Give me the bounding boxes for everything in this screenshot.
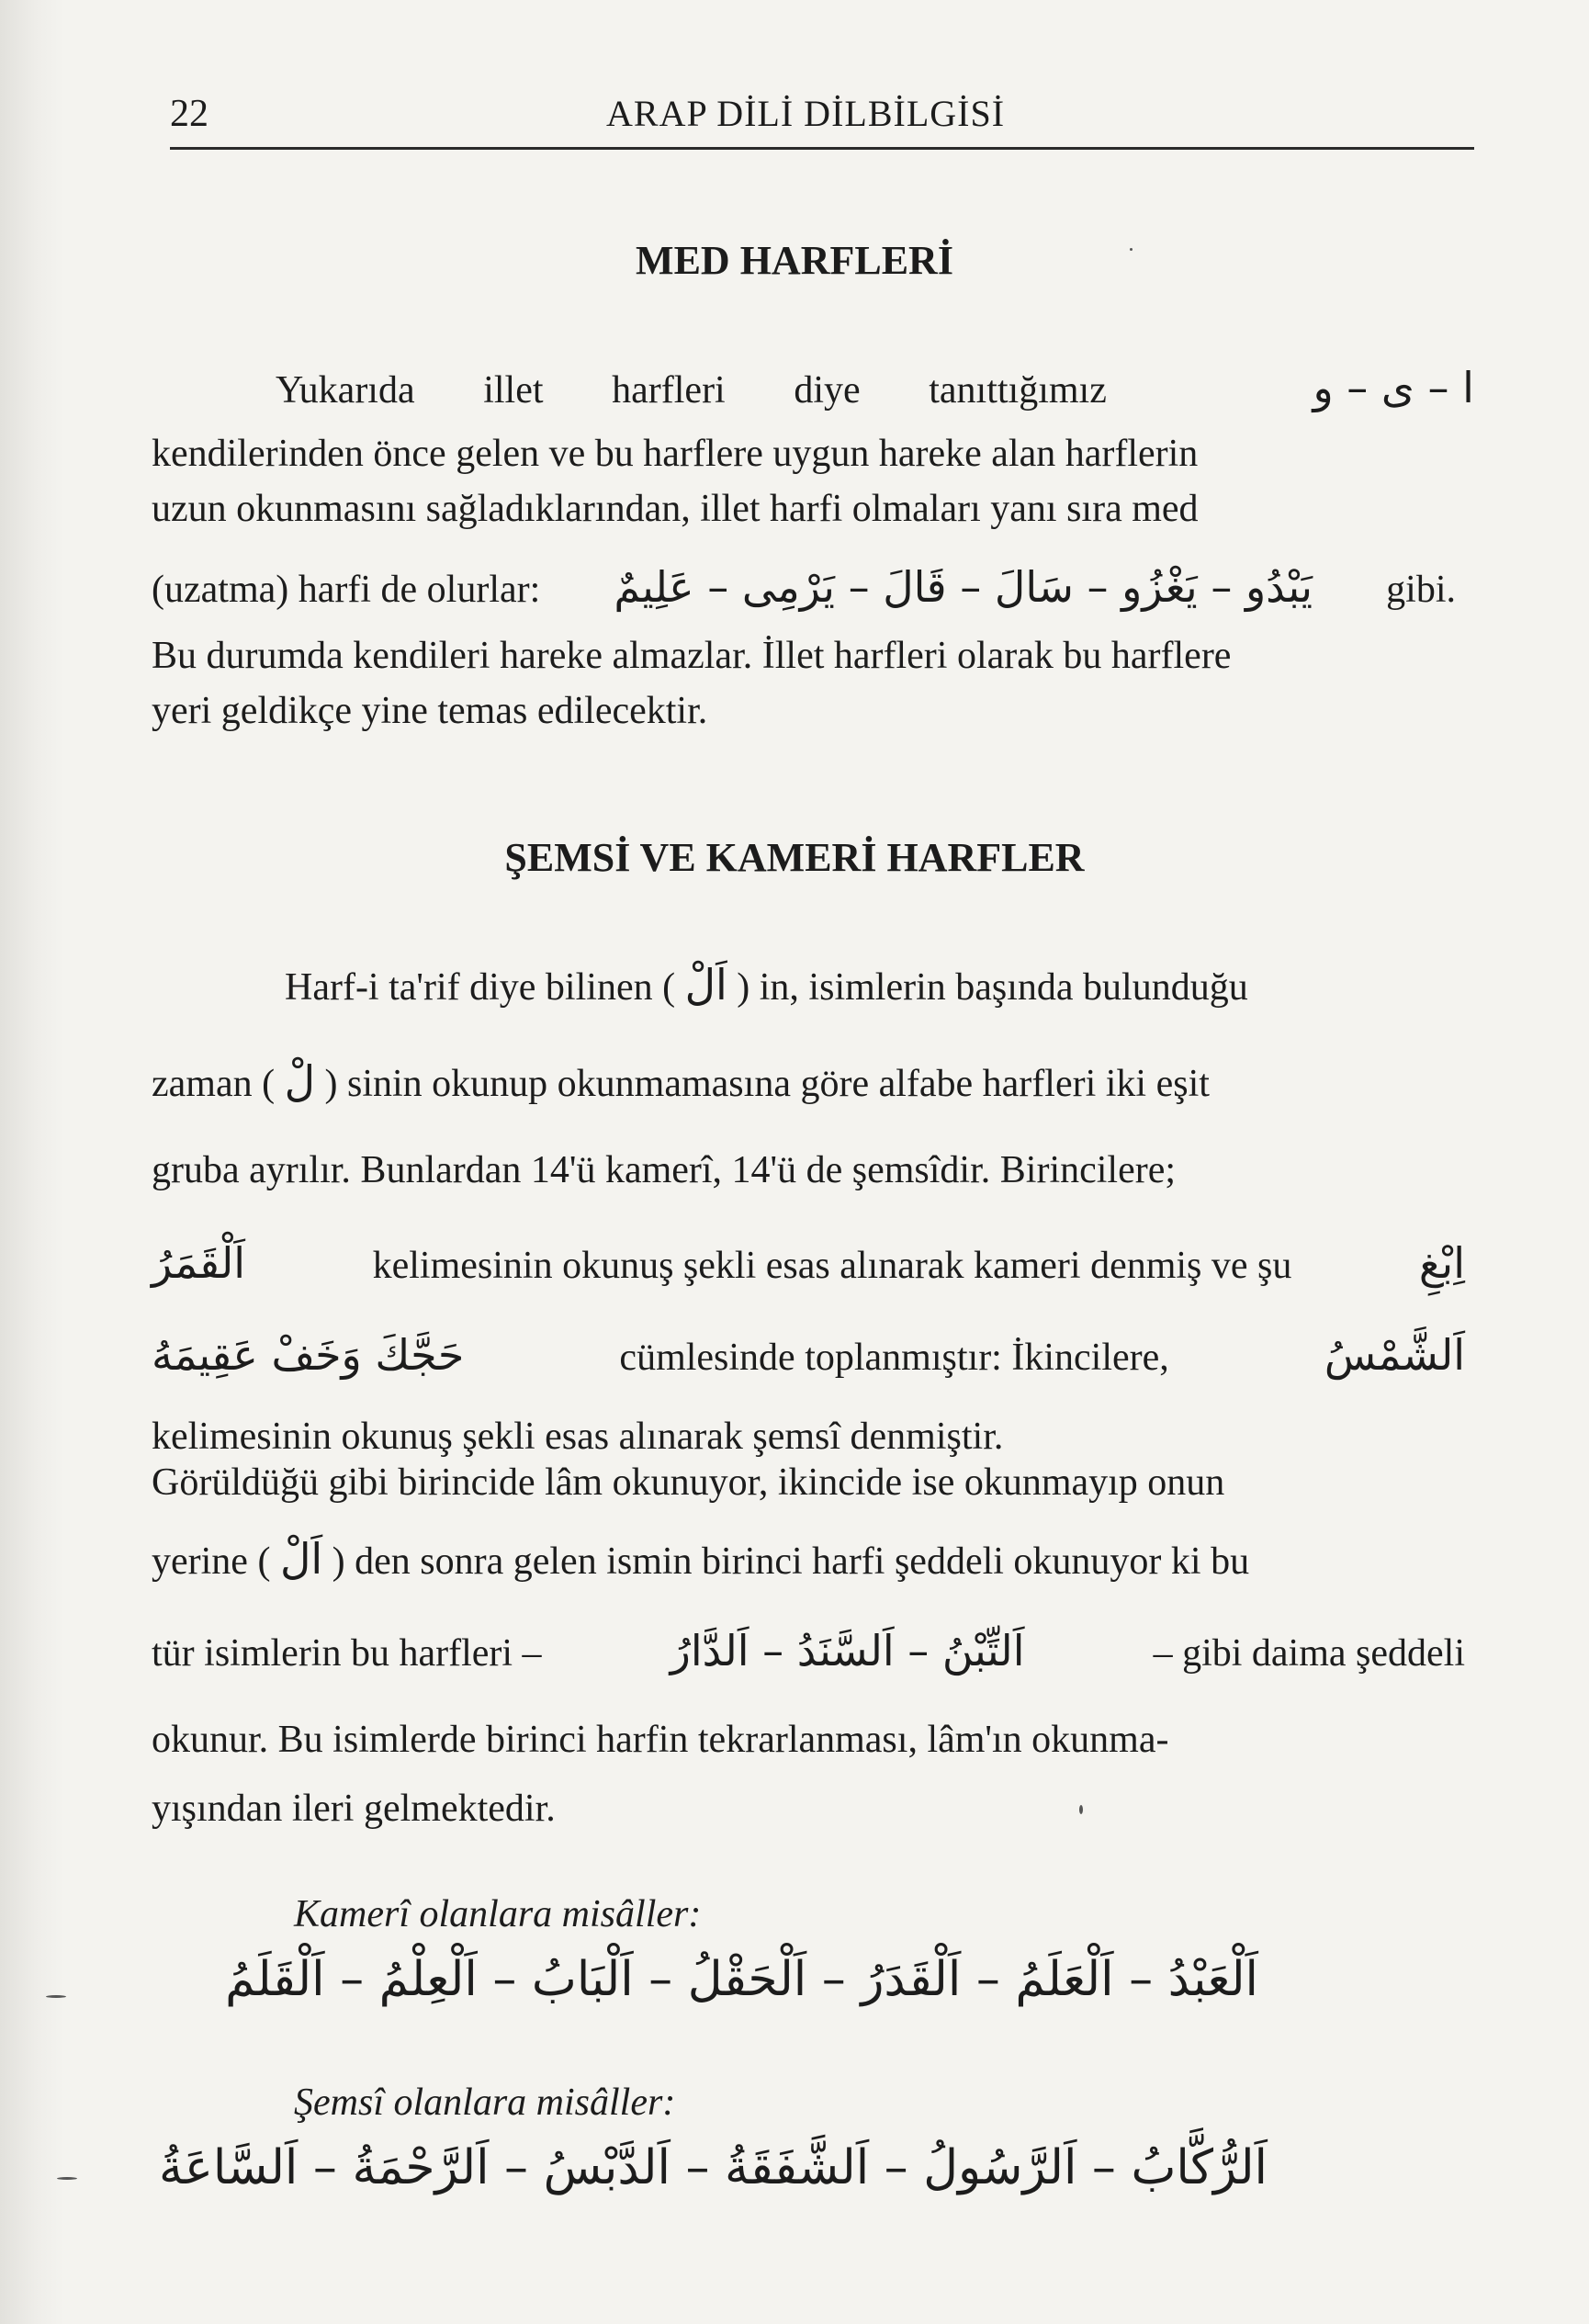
s2-line5 xyxy=(152,1330,1465,1380)
section-title-med-harfleri: MED HARFLERİ xyxy=(636,238,953,283)
s2-text: ) sinin okunup okunmamasına göre alfabe harfleri iki eşit xyxy=(324,1063,1210,1105)
s1-line4-end: gibi. xyxy=(1386,569,1456,611)
page-number: 22 xyxy=(170,93,208,135)
s2-line2 xyxy=(152,1056,1210,1106)
s1-word: harfleri xyxy=(612,369,726,412)
scan-shadow xyxy=(0,0,64,2324)
s1-line5: Bu durumda kendileri hareke almazlar. İllet harfleri olarak bu harflere xyxy=(152,635,1232,677)
s2-line1 xyxy=(285,960,1248,1010)
s1-word: Yukarıda xyxy=(276,369,415,412)
s2-arabic-al: اَلْ xyxy=(684,960,727,1010)
semsi-examples-label: Şemsî olanlara misâller: xyxy=(294,2081,676,2124)
s2-text: ) den sonra gelen ismin birinci harfi şeddeli okunuyor ki bu xyxy=(332,1540,1250,1583)
s2-line11: yışından ileri gelmektedir. xyxy=(152,1788,556,1830)
scan-speck xyxy=(57,2177,77,2180)
s2-arabic-ibghi: اِبْغِ xyxy=(1418,1238,1465,1288)
s1-line3: uzun okunmasını sağladıklarından, illet harfi olmaları yanı sıra med xyxy=(152,488,1199,530)
s1-line6: yeri geldikçe yine temas edilecektir. xyxy=(152,690,708,732)
s2-text: ) in, isimlerin başında bulunduğu xyxy=(737,966,1248,1009)
s1-word: illet xyxy=(483,369,544,412)
s2-text: yerine ( xyxy=(152,1540,271,1583)
s2-line10: okunur. Bu isimlerde birinci harfin tekrarlanması, lâm'ın okunma- xyxy=(152,1719,1169,1761)
scan-speck xyxy=(46,1995,66,1998)
semsi-examples-arabic: اَلرُّكَّابُ – اَلرَّسُولُ – اَلشَّفَقَةُ – اَلدَّبْسُ – اَلرَّحْمَةُ – اَلسَّاعَةُ xyxy=(158,2140,1268,2195)
s1-line4-start: (uzatma) harfi de olurlar: xyxy=(152,569,541,611)
s1-word: diye xyxy=(794,369,861,412)
s2-arabic-shams: اَلشَّمْسُ xyxy=(1324,1330,1465,1380)
s2-arabic-shadda-examples: اَلتِّبْنُ – اَلسَّنَدُ – اَلدَّارُ xyxy=(670,1626,1025,1675)
s1-word: tanıttığımız xyxy=(929,369,1107,412)
s1-line4 xyxy=(152,562,1456,612)
s2-line3: gruba ayrılır. Bunlardan 14'ü kamerî, 14'ü de şemsîdir. Birincilere; xyxy=(152,1149,1177,1191)
kameri-examples-label: Kamerî olanlara misâller: xyxy=(294,1893,702,1935)
s2-arabic-al-2: اَلْ xyxy=(279,1534,323,1584)
section-title-semsi-kameri: ŞEMSİ VE KAMERİ HARFLER xyxy=(504,835,1085,880)
s2-line6: kelimesinin okunuş şekli esas alınarak şemsî denmiştir. xyxy=(152,1416,1004,1458)
s2-text: – gibi daima şeddeli xyxy=(1153,1632,1465,1675)
s1-arabic-examples: يَبْدُو – يَغْزُو – سَالَ – قَالَ – يَرْمِى – عَلِيمٌ xyxy=(614,562,1313,612)
s2-arabic-lam: لْ xyxy=(284,1056,316,1106)
s2-text: zaman ( xyxy=(152,1063,276,1105)
s2-line4 xyxy=(152,1238,1465,1288)
s1-line1 xyxy=(276,363,1474,412)
header-rule xyxy=(170,147,1474,150)
s1-line2: kendilerinden önce gelen ve bu harflere uygun hareke alan harflerin xyxy=(152,433,1199,475)
scan-speck xyxy=(1079,1805,1083,1814)
s2-line7: Görüldüğü gibi birincide lâm okunuyor, ikincide ise okunmayıp onun xyxy=(152,1461,1225,1504)
s1-arabic-letters: ا – ى – و xyxy=(1313,363,1474,412)
running-title: ARAP DİLİ DİLBİLGİSİ xyxy=(606,93,1006,134)
s2-text: tür isimlerin bu harfleri – xyxy=(152,1632,542,1675)
s2-text: Harf-i ta'rif diye bilinen ( xyxy=(285,966,676,1009)
s2-line9 xyxy=(152,1626,1465,1675)
s2-arabic-qamar: اَلْقَمَرُ xyxy=(152,1238,246,1288)
s2-line8 xyxy=(152,1534,1249,1584)
scan-speck xyxy=(1130,248,1133,251)
s2-arabic-sentence: حَجَّكَ وَخَفْ عَقِيمَهُ xyxy=(152,1330,465,1380)
s2-text: cümlesinde toplanmıştır: İkincilere, xyxy=(619,1337,1169,1379)
s2-text: kelimesinin okunuş şekli esas alınarak kameri denmiş ve şu xyxy=(372,1245,1292,1287)
kameri-examples-arabic: اَلْعَبْدُ – اَلْعَلَمُ – اَلْقَدَرُ – اَلْحَقْلُ – اَلْبَابُ – اَلْعِلْمُ – اَلْقَلَمُ xyxy=(225,1952,1258,2007)
